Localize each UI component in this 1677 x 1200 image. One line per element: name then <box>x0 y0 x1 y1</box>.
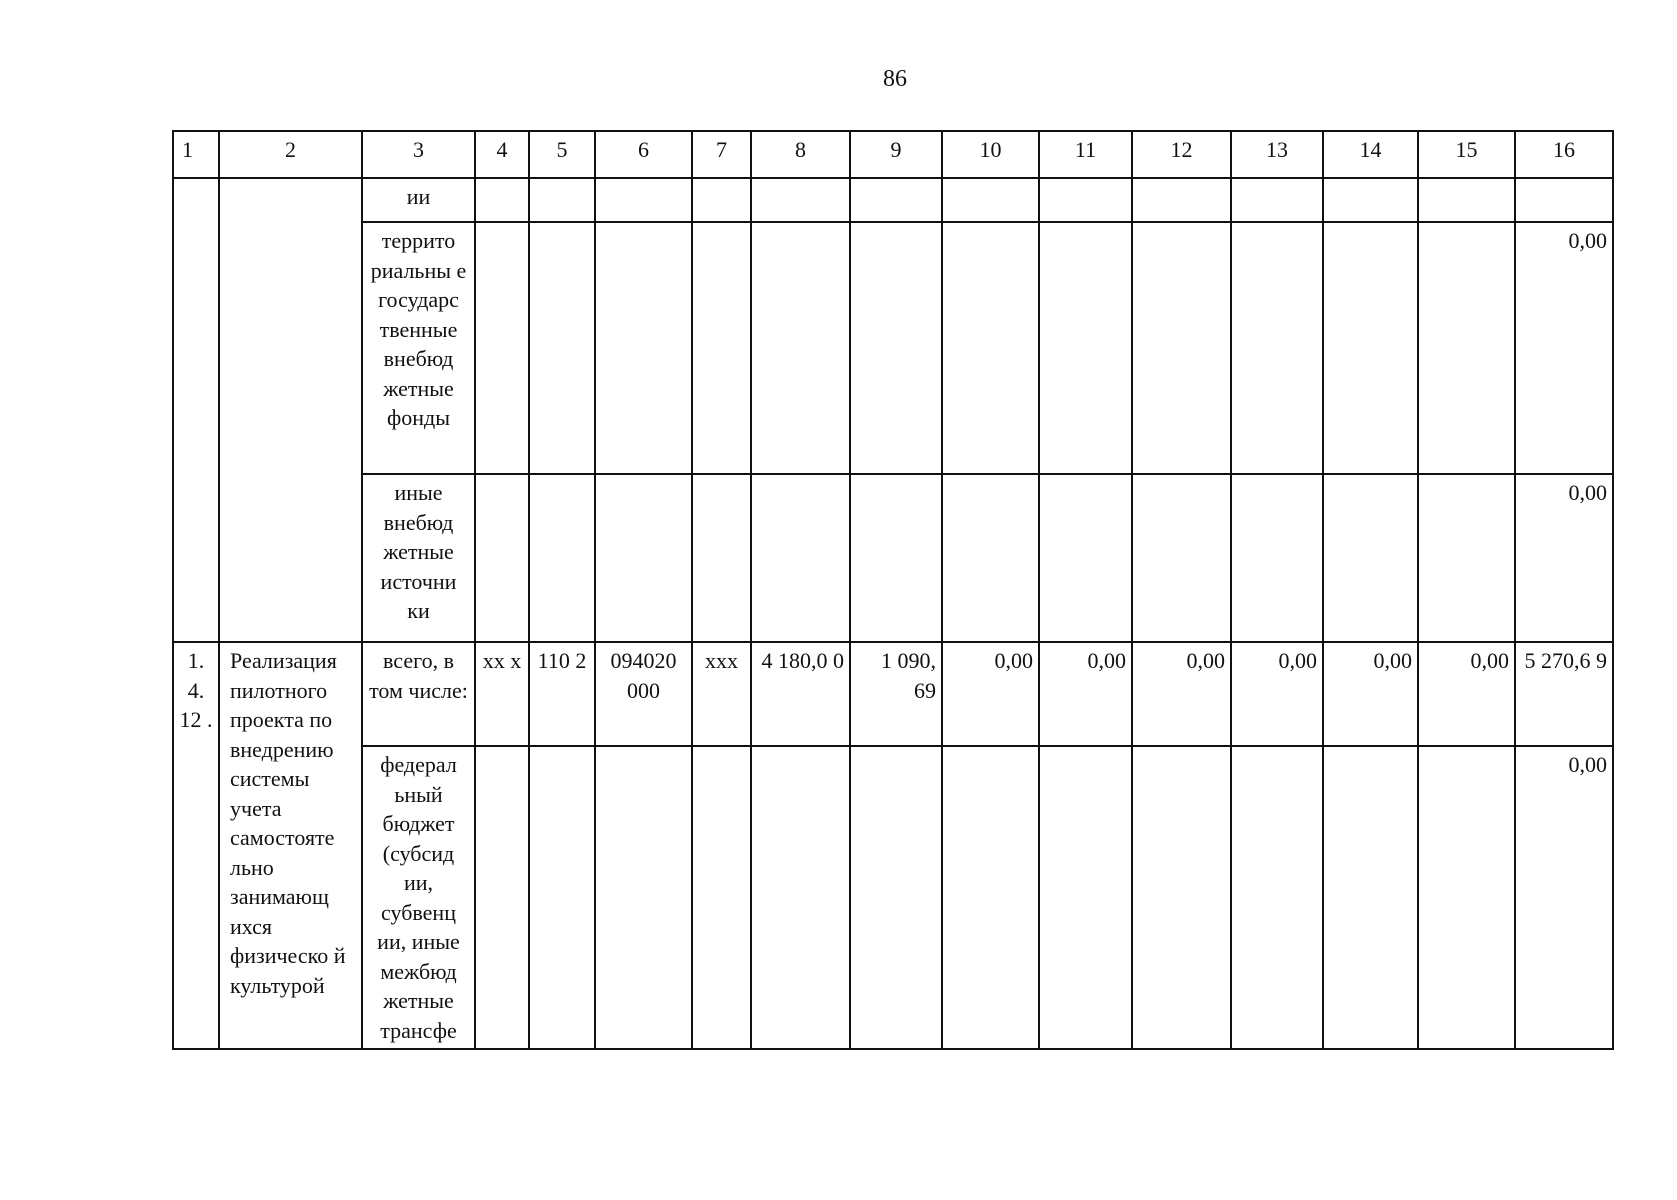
header-cell: 6 <box>595 131 692 178</box>
value-cell: 4 180,0 0 <box>751 642 850 746</box>
value-cell: хх х <box>475 642 529 746</box>
page-number: 86 <box>883 66 907 92</box>
value-cell: 110 2 <box>529 642 595 746</box>
value-cell: 5 270,6 9 <box>1515 642 1613 746</box>
value-cell: 1 090, 69 <box>850 642 942 746</box>
header-cell: 3 <box>362 131 475 178</box>
header-cell: 10 <box>942 131 1039 178</box>
row-label: федерал ьный бюджет (субсид ии, субвенц ии, иные межбюд жетные трансфе <box>362 746 475 1049</box>
value-cell: 094020 000 <box>595 642 692 746</box>
header-cell: 2 <box>219 131 362 178</box>
header-cell: 4 <box>475 131 529 178</box>
value-cell: 0,00 <box>1231 642 1323 746</box>
header-cell: 5 <box>529 131 595 178</box>
item-number: 1. 4. 12 . <box>173 642 219 1049</box>
header-cell: 7 <box>692 131 751 178</box>
value-cell: 0,00 <box>1515 746 1613 1049</box>
header-cell: 1 <box>173 131 219 178</box>
value-cell: 0,00 <box>1323 642 1418 746</box>
value-cell: 0,00 <box>1515 474 1613 642</box>
value-cell: 0,00 <box>942 642 1039 746</box>
header-cell: 16 <box>1515 131 1613 178</box>
value-cell <box>1515 178 1613 222</box>
row-label: всего, в том числе: <box>362 642 475 746</box>
value-cell: 0,00 <box>1418 642 1515 746</box>
header-cell: 13 <box>1231 131 1323 178</box>
table-row <box>173 474 1613 642</box>
budget-table <box>172 130 1614 1050</box>
value-cell: 0,00 <box>1515 222 1613 474</box>
empty-cell <box>173 178 219 642</box>
value-cell: ххх <box>692 642 751 746</box>
empty-cell <box>219 178 362 642</box>
table-row <box>173 222 1613 474</box>
header-row <box>173 131 1613 178</box>
value-cell: 0,00 <box>1039 642 1132 746</box>
table-row <box>173 746 1613 1049</box>
header-cell: 11 <box>1039 131 1132 178</box>
value-cell: 0,00 <box>1132 642 1231 746</box>
row-label: террито риальны е государс твенные внебюд жетные фонды <box>362 222 475 474</box>
header-cell: 9 <box>850 131 942 178</box>
header-cell: 8 <box>751 131 850 178</box>
row-label: иные внебюд жетные источни ки <box>362 474 475 642</box>
table-row <box>173 642 1613 746</box>
item-name: Реализация пилотного проекта по внедрению системы учета самостояте льно занимающ ихся физическо й культурой <box>219 642 362 1049</box>
header-cell: 14 <box>1323 131 1418 178</box>
header-cell: 12 <box>1132 131 1231 178</box>
header-cell: 15 <box>1418 131 1515 178</box>
row-label: ии <box>362 178 475 222</box>
table-row <box>173 178 1613 222</box>
